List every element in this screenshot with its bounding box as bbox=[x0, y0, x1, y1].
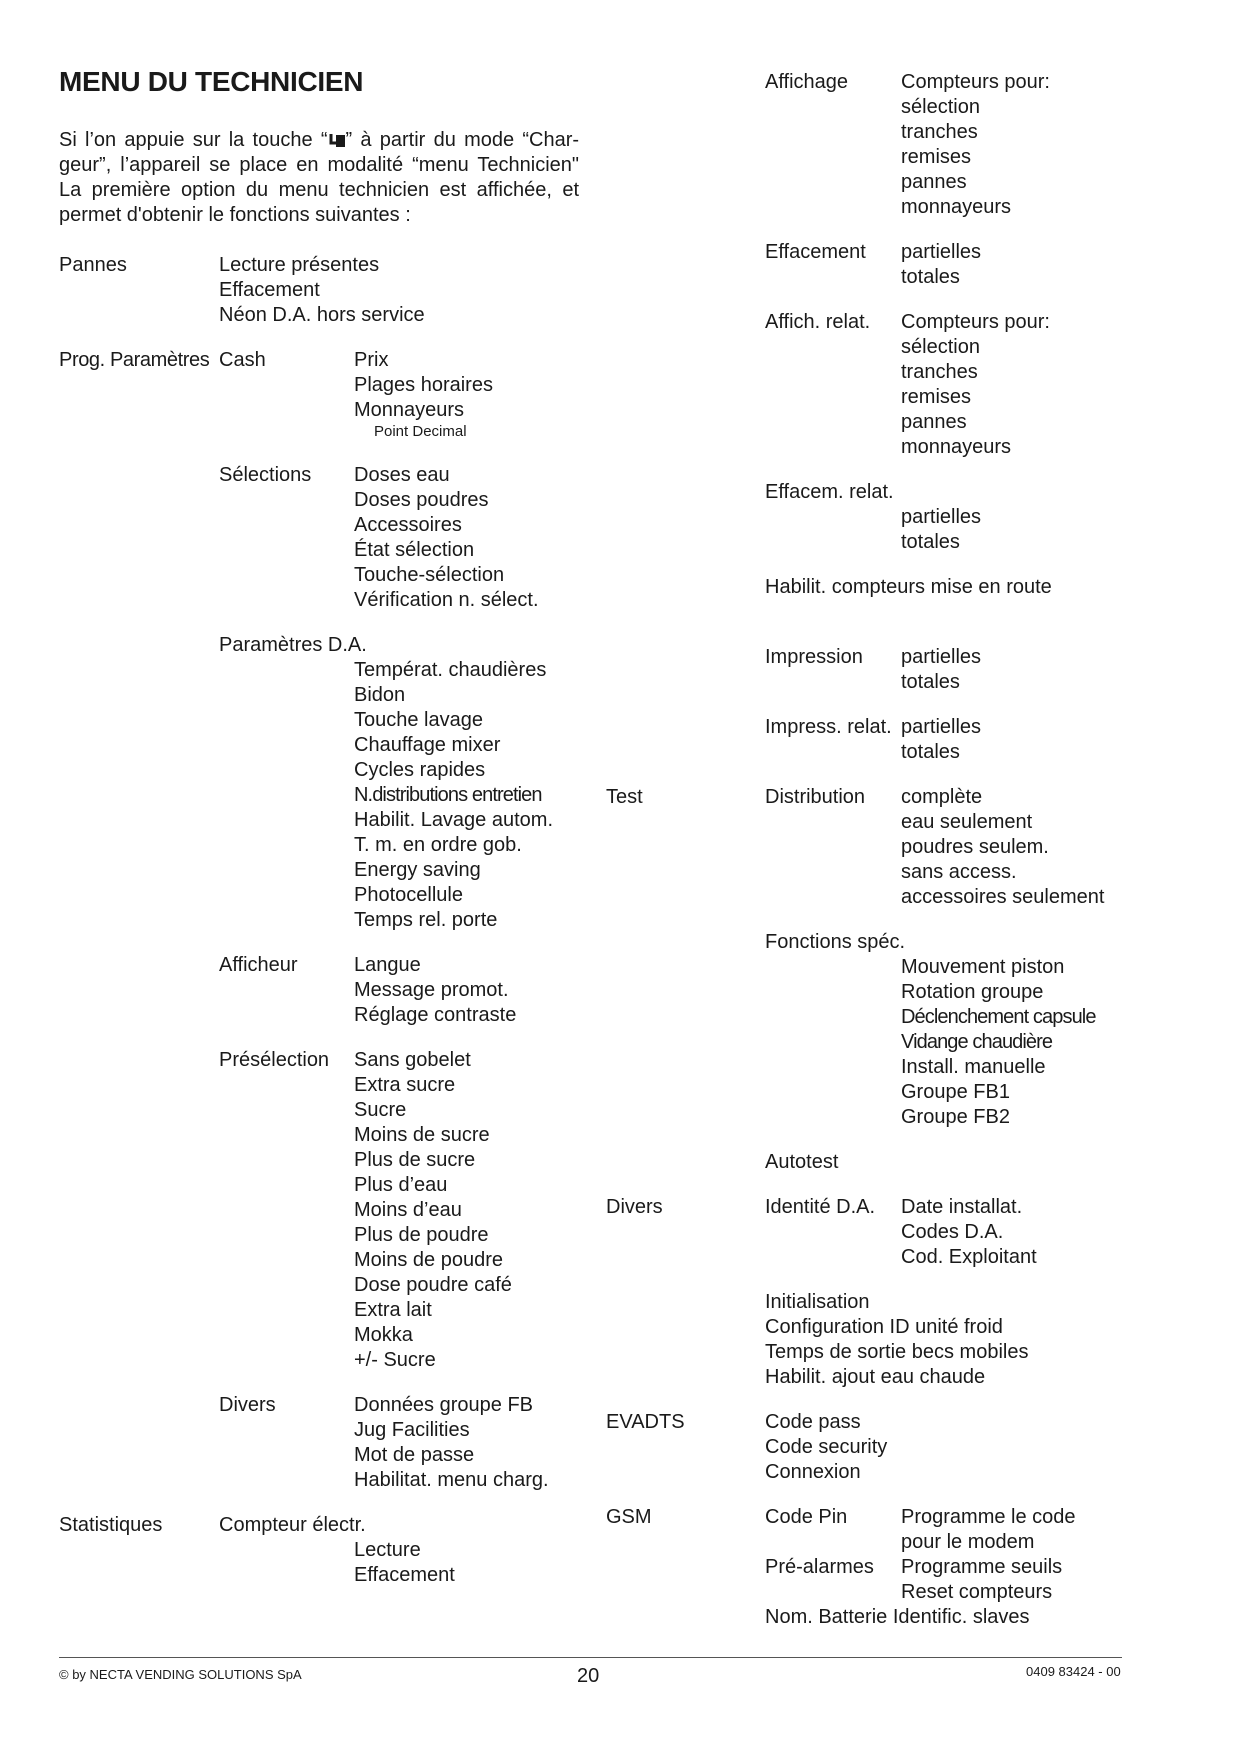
menu-item: pannes bbox=[901, 171, 967, 193]
menu-item: tranches bbox=[901, 361, 978, 383]
submenu-code-pin: Code Pin bbox=[765, 1506, 848, 1528]
menu-item: Chauffage mixer bbox=[354, 734, 501, 756]
menu-item: Code security bbox=[765, 1436, 888, 1458]
menu-item: Vérification n. sélect. bbox=[354, 589, 539, 611]
menu-item: Initialisation bbox=[765, 1291, 870, 1313]
intro-line-3: La première option du menu technicien est affichée, et bbox=[59, 179, 579, 201]
menu-item: monnayeurs bbox=[901, 196, 1012, 218]
submenu-selections: Sélections bbox=[219, 464, 312, 486]
menu-item: Energy saving bbox=[354, 859, 481, 881]
menu-item: Néon D.A. hors service bbox=[219, 304, 425, 326]
menu-item: totales bbox=[901, 531, 960, 553]
submenu-autotest: Autotest bbox=[765, 1151, 839, 1173]
section-gsm: GSM bbox=[606, 1506, 652, 1528]
menu-item: Touche lavage bbox=[354, 709, 483, 731]
menu-item: eau seulement bbox=[901, 811, 1033, 833]
menu-item: Plus de poudre bbox=[354, 1224, 489, 1246]
menu-item: Langue bbox=[354, 954, 421, 976]
submenu-preselection: Présélection bbox=[219, 1049, 330, 1071]
submenu-impress-relat: Impress. relat. bbox=[765, 716, 892, 738]
menu-item: totales bbox=[901, 671, 960, 693]
footer-copyright: © by NECTA VENDING SOLUTIONS SpA bbox=[59, 1667, 302, 1682]
menu-item: État sélection bbox=[354, 539, 475, 561]
menu-item: Doses poudres bbox=[354, 489, 489, 511]
menu-item: Moins de sucre bbox=[354, 1124, 490, 1146]
menu-item: Groupe FB2 bbox=[901, 1106, 1010, 1128]
submenu-impression: Impression bbox=[765, 646, 863, 668]
menu-item: partielles bbox=[901, 646, 982, 668]
menu-item: Cod. Exploitant bbox=[901, 1246, 1037, 1268]
submenu-nom-batterie: Nom. Batterie Identific. slaves bbox=[765, 1606, 1030, 1628]
menu-item: Prix bbox=[354, 349, 389, 371]
menu-item: Connexion bbox=[765, 1461, 861, 1483]
menu-item: accessoires seulement bbox=[901, 886, 1105, 908]
menu-item: Vidange chaudière bbox=[901, 1031, 1053, 1053]
menu-item: totales bbox=[901, 266, 960, 288]
menu-item: Doses eau bbox=[354, 464, 450, 486]
menu-item: Mouvement piston bbox=[901, 956, 1065, 978]
menu-item: Jug Facilities bbox=[354, 1419, 470, 1441]
menu-item: Sucre bbox=[354, 1099, 407, 1121]
menu-item: Programme seuils bbox=[901, 1556, 1063, 1578]
footer-doc-number: 0409 83424 - 00 bbox=[1026, 1664, 1121, 1679]
menu-item: partielles bbox=[901, 506, 982, 528]
section-prog-parametres: Prog. Paramètres bbox=[59, 349, 210, 371]
section-pannes: Pannes bbox=[59, 254, 127, 276]
menu-item: Configuration ID unité froid bbox=[765, 1316, 1003, 1338]
submenu-parametres-da: Paramètres D.A. bbox=[219, 634, 367, 656]
menu-item: tranches bbox=[901, 121, 978, 143]
intro-line-2: geur”, l’appareil se place en modalité “menu Technicien" bbox=[59, 154, 579, 176]
menu-item: sélection bbox=[901, 96, 980, 118]
intro-line-1: Si l’on appuie sur la touche “ ” à partir du mode “Char- bbox=[59, 129, 580, 151]
menu-item: Code pass bbox=[765, 1411, 861, 1433]
menu-item: Extra lait bbox=[354, 1299, 432, 1321]
submenu-effacem-relat: Effacem. relat. bbox=[765, 481, 894, 503]
section-statistiques: Statistiques bbox=[59, 1514, 163, 1536]
menu-item: Plages horaires bbox=[354, 374, 493, 396]
menu-item: T. m. en ordre gob. bbox=[354, 834, 522, 856]
key-arrow-icon bbox=[328, 131, 346, 149]
menu-item: Habilit. Lavage autom. bbox=[354, 809, 554, 831]
menu-item: monnayeurs bbox=[901, 436, 1012, 458]
menu-item: Bidon bbox=[354, 684, 406, 706]
menu-item: Install. manuelle bbox=[901, 1056, 1046, 1078]
page-number: 20 bbox=[577, 1665, 600, 1687]
menu-item: Mokka bbox=[354, 1324, 413, 1346]
menu-item: poudres seulem. bbox=[901, 836, 1049, 858]
menu-item: Réglage contraste bbox=[354, 1004, 517, 1026]
section-evadts: EVADTS bbox=[606, 1411, 685, 1433]
menu-item: Reset compteurs bbox=[901, 1581, 1053, 1603]
menu-item: Codes D.A. bbox=[901, 1221, 1004, 1243]
menu-subitem: Point Decimal bbox=[374, 423, 467, 440]
menu-item: +/- Sucre bbox=[354, 1349, 436, 1371]
submenu-habilit-compteurs: Habilit. compteurs mise en route bbox=[765, 576, 1052, 598]
menu-item: Habilit. ajout eau chaude bbox=[765, 1366, 986, 1388]
menu-item: Temps de sortie becs mobiles bbox=[765, 1341, 1029, 1363]
menu-item: Données groupe FB bbox=[354, 1394, 534, 1416]
intro-line-4: permet d'obtenir le fonctions suivantes : bbox=[59, 204, 411, 226]
section-test: Test bbox=[606, 786, 643, 808]
menu-item: Effacement bbox=[219, 279, 320, 301]
menu-item: Photocellule bbox=[354, 884, 463, 906]
menu-item: remises bbox=[901, 386, 972, 408]
footer-divider bbox=[59, 1657, 1122, 1658]
menu-item: Plus d’eau bbox=[354, 1174, 448, 1196]
menu-item: Mot de passe bbox=[354, 1444, 475, 1466]
menu-item: remises bbox=[901, 146, 972, 168]
menu-item: N.distributions entretien bbox=[354, 784, 542, 806]
menu-item: Programme le code bbox=[901, 1506, 1076, 1528]
menu-item: Lecture présentes bbox=[219, 254, 380, 276]
menu-item: Déclenchement capsule bbox=[901, 1006, 1096, 1028]
menu-item: Compteurs pour: bbox=[901, 71, 1050, 93]
submenu-effacement: Effacement bbox=[765, 241, 866, 263]
menu-item: partielles bbox=[901, 716, 982, 738]
submenu-cash: Cash bbox=[219, 349, 266, 371]
menu-item: Moins de poudre bbox=[354, 1249, 503, 1271]
menu-item: Date installat. bbox=[901, 1196, 1023, 1218]
page-title: MENU DU TECHNICIEN bbox=[59, 66, 364, 97]
menu-item: Compteurs pour: bbox=[901, 311, 1050, 333]
submenu-pre-alarmes: Pré-alarmes bbox=[765, 1556, 874, 1578]
submenu-fonctions-spec: Fonctions spéc. bbox=[765, 931, 906, 953]
menu-item: pannes bbox=[901, 411, 967, 433]
menu-item: Habilitat. menu charg. bbox=[354, 1469, 549, 1491]
menu-item: Groupe FB1 bbox=[901, 1081, 1010, 1103]
menu-item: Touche-sélection bbox=[354, 564, 505, 586]
menu-item: Accessoires bbox=[354, 514, 462, 536]
section-divers: Divers bbox=[606, 1196, 663, 1218]
menu-item: Températ. chaudières bbox=[354, 659, 547, 681]
menu-item: Rotation groupe bbox=[901, 981, 1044, 1003]
menu-item: sélection bbox=[901, 336, 980, 358]
submenu-compteur: Compteur électr. bbox=[219, 1514, 366, 1536]
menu-item: Sans gobelet bbox=[354, 1049, 471, 1071]
menu-item: Effacement bbox=[354, 1564, 455, 1586]
menu-item: Moins d’eau bbox=[354, 1199, 462, 1221]
menu-item: pour le modem bbox=[901, 1531, 1035, 1553]
menu-item: Extra sucre bbox=[354, 1074, 456, 1096]
intro-paragraph bbox=[59, 128, 579, 228]
submenu-affich-relat: Affich. relat. bbox=[765, 311, 871, 333]
menu-item: Dose poudre café bbox=[354, 1274, 512, 1296]
submenu-distribution: Distribution bbox=[765, 786, 866, 808]
menu-item: Monnayeurs bbox=[354, 399, 465, 421]
submenu-afficheur: Afficheur bbox=[219, 954, 298, 976]
submenu-divers: Divers bbox=[219, 1394, 276, 1416]
menu-item: Plus de sucre bbox=[354, 1149, 476, 1171]
menu-item: Cycles rapides bbox=[354, 759, 486, 781]
menu-item: Lecture bbox=[354, 1539, 421, 1561]
menu-item: totales bbox=[901, 741, 960, 763]
menu-item: Temps rel. porte bbox=[354, 909, 498, 931]
submenu-identite: Identité D.A. bbox=[765, 1196, 876, 1218]
menu-item: partielles bbox=[901, 241, 982, 263]
submenu-affichage: Affichage bbox=[765, 71, 849, 93]
menu-item: Message promot. bbox=[354, 979, 509, 1001]
menu-item: sans access. bbox=[901, 861, 1017, 883]
menu-item: complète bbox=[901, 786, 983, 808]
